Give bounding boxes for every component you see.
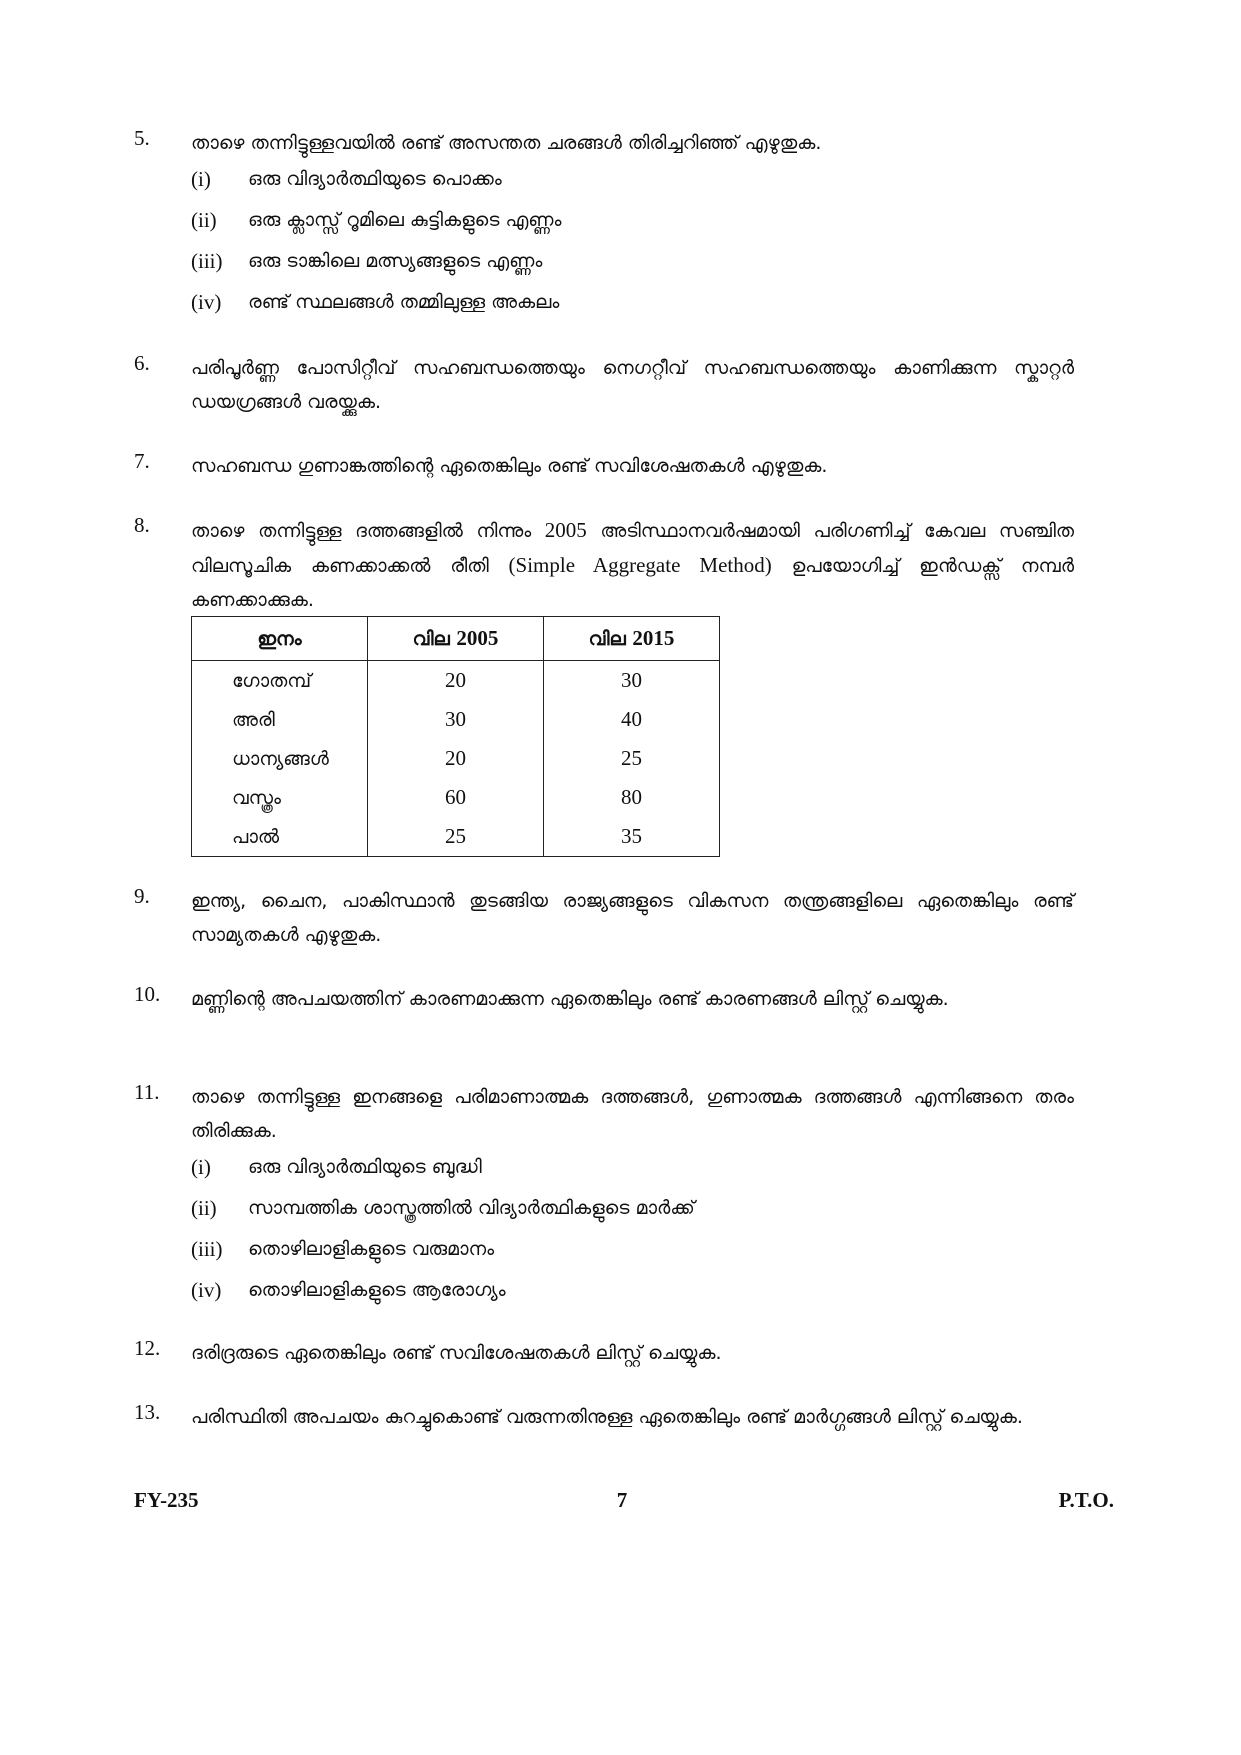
option-label: (ii) [191,1196,217,1220]
table-cell-price-2015: 35 [544,817,720,857]
option-text: ഒരു ക്ലാസ്സ് റൂമിലെ കുട്ടികളുടെ എണ്ണം [248,209,562,231]
question-text: മണ്ണിന്റെ അപചയത്തിന് കാരണമാക്കുന്ന ഏതെങ്കിലും രണ്ട് കാരണങ്ങൾ ലിസ്റ്റ് ചെയ്യുക. [191,988,949,1010]
option-label: (i) [191,167,211,191]
question-text: പരിപൂർണ്ണ പോസിറ്റീവ് സഹബന്ധത്തെയും നെഗറ്റീവ് സഹബന്ധത്തെയും കാണിക്കുന്ന സ്കാറ്റർ ഡയഗ്രങ്ങൾ വരയ്ക്കുക. [191,357,1074,413]
option-item [191,285,1074,326]
table-row [192,739,720,778]
question-number: 6. [134,351,150,375]
method-name: (Simple Aggregate Method) [508,553,772,577]
question-text: താഴെ തന്നിട്ടുള്ള ഇനങ്ങളെ പരിമാണാത്മക ദത്തങ്ങൾ, ഗുണാത്മക ദത്തങ്ങൾ എന്നിങ്ങനെ തരം തിരിക്കുക. [191,1086,1074,1142]
question-text: പരിസ്ഥിതി അപചയം കുറച്ചുകൊണ്ട് വരുന്നതിനുള്ള ഏതെങ്കിലും രണ്ട് മാർഗ്ഗങ്ങൾ ലിസ്റ്റ് ചെയ്യുക. [191,1406,1023,1428]
question-5 [134,126,1074,326]
base-year: 2005 [544,518,587,542]
option-label: (iv) [191,1278,222,1302]
option-item [191,1232,1074,1273]
option-item [191,244,1074,285]
option-text: ഒരു വിദ്യാർത്ഥിയുടെ ബുദ്ധി [248,1156,482,1178]
question-number: 7. [134,449,150,473]
footer-pto: P.T.O. [1058,1488,1114,1512]
question-number: 13. [134,1400,161,1424]
question-number: 12. [134,1336,161,1360]
table-cell-price-2005: 30 [368,700,544,739]
option-list [134,1150,1074,1314]
option-text: ഒരു ടാങ്കിലെ മത്സ്യങ്ങളുടെ എണ്ണം [248,250,543,272]
table-cell-price-2015: 80 [544,778,720,817]
option-label: (ii) [191,208,217,232]
question-6 [134,351,1074,419]
table-cell-price-2005: 25 [368,817,544,857]
question-number: 10. [134,982,161,1006]
table-cell-price-2005: 60 [368,778,544,817]
question-number: 5. [134,126,150,150]
question-number: 9. [134,884,150,908]
column-header-price-2005: വില 2005 [368,617,544,661]
option-item [191,203,1074,244]
footer-code: FY-235 [134,1488,199,1512]
option-text: തൊഴിലാളികളുടെ ആരോഗ്യം [248,1279,506,1301]
table-cell-item: ധാന്യങ്ങൾ [192,739,368,778]
option-item [191,1150,1074,1191]
question-text: ഇന്ത്യ, ചൈന, പാകിസ്ഥാൻ തുടങ്ങിയ രാജ്യങ്ങളുടെ വികസന തന്ത്രങ്ങളിലെ ഏതെങ്കിലും രണ്ട് സാമ്യതകൾ എഴുതുക. [191,890,1074,946]
table-cell-item: പാൽ [192,817,368,857]
option-label: (i) [191,1155,211,1179]
column-header-item: ഇനം [192,617,368,661]
question-13 [134,1400,1074,1434]
question-number: 11. [134,1080,160,1104]
table-cell-price-2015: 30 [544,661,720,701]
question-8 [134,513,1074,617]
question-text: താഴെ തന്നിട്ടുള്ള ദത്തങ്ങളിൽ നിന്നും 2005 അടിസ്ഥാനവർഷമായി പരിഗണിച്ച് കേവല സഞ്ചിത വിലസൂചിക കണക്കാക്കൽ രീതി (Simple Aggregate Method) ഉപയോഗിച്ച് ഇൻഡക്സ് നമ്പർ കണക്കാക്കുക. [191,518,1075,611]
question-10 [134,982,1074,1016]
column-header-price-2015: വില 2015 [544,617,720,661]
table-row [192,817,720,857]
question-text: ദരിദ്രരുടെ ഏതെങ്കിലും രണ്ട് സവിശേഷതകൾ ലിസ്റ്റ് ചെയ്യുക. [191,1342,722,1364]
table-row [192,778,720,817]
table-cell-item: ഗോതമ്പ് [192,661,368,701]
table-cell-price-2005: 20 [368,739,544,778]
price-table [191,616,720,857]
table-row [192,661,720,701]
question-text: സഹബന്ധ ഗുണാങ്കത്തിന്റെ ഏതെങ്കിലും രണ്ട് സവിശേഷതകൾ എഴുതുക. [191,455,828,477]
option-item [191,1191,1074,1232]
option-label: (iii) [191,1237,223,1261]
option-text: സാമ്പത്തിക ശാസ്ത്രത്തിൽ വിദ്യാർത്ഥികളുടെ മാർക്ക് [248,1197,695,1219]
question-text: താഴെ തന്നിട്ടുള്ളവയിൽ രണ്ട് അസന്തത ചരങ്ങൾ തിരിച്ചറിഞ്ഞ് എഴുതുക. [191,132,822,154]
table-header-row [192,617,720,661]
table-cell-item: അരി [192,700,368,739]
option-text: രണ്ട് സ്ഥലങ്ങൾ തമ്മിലുള്ള അകലം [248,291,560,313]
question-12 [134,1336,1074,1370]
option-text: തൊഴിലാളികളുടെ വരുമാനം [248,1238,495,1260]
table-cell-price-2005: 20 [368,661,544,701]
question-9 [134,884,1074,952]
option-item [191,162,1074,203]
footer-page-number: 7 [616,1488,628,1512]
question-11 [134,1080,1074,1314]
option-list [134,162,1074,326]
option-label: (iv) [191,290,222,314]
table-cell-item: വസ്ത്രം [192,778,368,817]
table-cell-price-2015: 40 [544,700,720,739]
option-text: ഒരു വിദ്യാർത്ഥിയുടെ പൊക്കം [248,168,502,190]
table-row [192,700,720,739]
question-7 [134,449,1074,483]
question-number: 8. [134,513,150,537]
option-label: (iii) [191,249,223,273]
option-item [191,1273,1074,1314]
table-cell-price-2015: 25 [544,739,720,778]
